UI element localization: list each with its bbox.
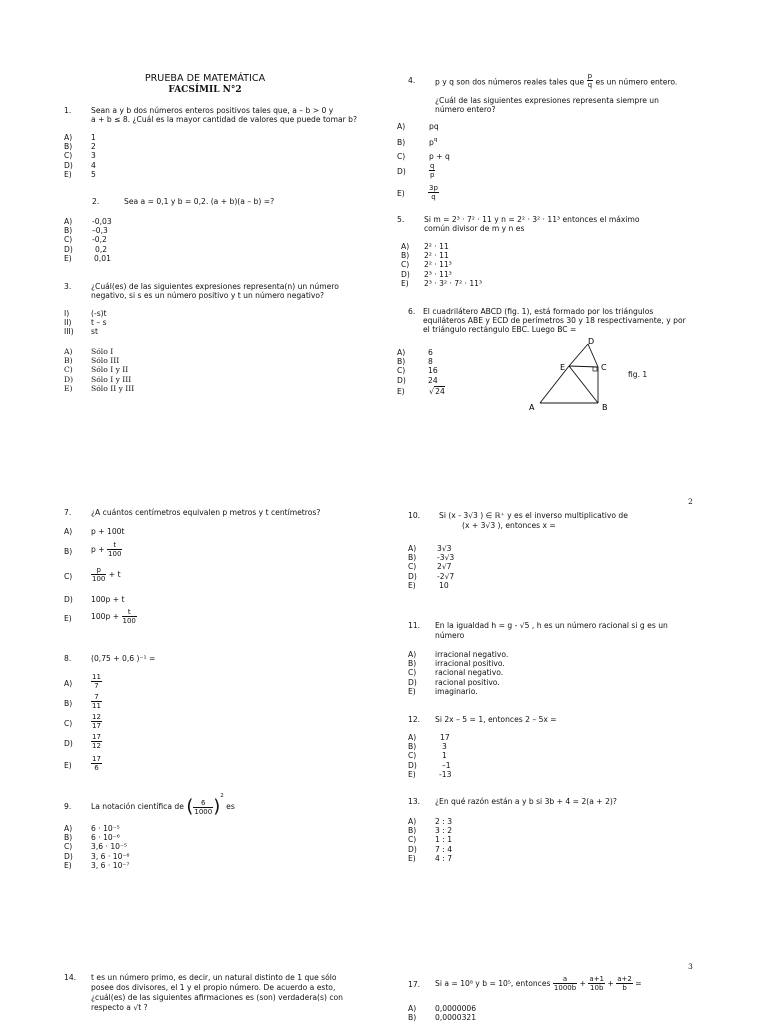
fraction: $\frac{t}{100}$: [122, 608, 136, 625]
vertex-label-e: E: [560, 363, 566, 372]
option-e-letter: E): [397, 189, 405, 198]
page-number: 3: [688, 962, 693, 971]
question-text-post: es un número entero.: [595, 77, 678, 87]
option-b-letter: B): [64, 547, 73, 556]
option-b-letter: B): [64, 699, 73, 708]
question-text: Sea a = 0,1 y b = 0,2. (a + b)(a – b) =?: [124, 197, 275, 206]
question-text-line: t es un número primo, es decir, un natural distinto de 1 que sólo: [91, 973, 337, 982]
question-text-line: Si (x - 3√3 ) ∈ ℝ⁺ y es el inverso multiplicativo de: [439, 511, 628, 520]
question-text-line: número entero?: [435, 105, 496, 114]
option-d-letter: D): [64, 739, 73, 748]
option-d-letter: D): [64, 595, 73, 604]
option-c-value: $\frac{p}{100}$ + t: [92, 566, 121, 583]
question-text-line: respecto a √t ?: [91, 1003, 148, 1012]
question-number: 10.: [408, 511, 421, 520]
question-text-line: negativo, si s es un número positivo y t un número negativo?: [91, 291, 325, 300]
fraction: $\frac{a}{1000b}$: [553, 975, 577, 992]
question-number: 7.: [64, 508, 72, 517]
option-b-letter: B): [397, 138, 406, 147]
question-text-line: equiláteros ABE y ECD de perímetros 30 y 18 respectivamente, y por: [423, 316, 686, 325]
fraction: $\frac{a+1}{10b}$: [589, 975, 605, 992]
option-b-fraction: $\frac{7}{11}$: [92, 693, 101, 710]
option-a-fraction: $\frac{11}{7}$: [92, 673, 101, 690]
vertex-label-d: D: [588, 337, 595, 346]
option-d-value: 100p + t: [91, 595, 125, 604]
question-text-line: (x + 3√3 ), entonces x =: [462, 521, 556, 530]
question-number: 12.: [408, 715, 421, 724]
option-a-letter: A): [64, 679, 73, 688]
question-text-line: El cuadrilátero ABCD (fig. 1), está formado por los triángulos: [423, 307, 654, 316]
question-number: 9.: [64, 802, 72, 811]
question-text-line: ¿Cuál de las siguientes expresiones representa siempre un: [435, 96, 659, 105]
option-c-letter: C): [64, 719, 73, 728]
options-q4: [397, 122, 597, 212]
question-number: 2.: [92, 197, 100, 206]
question-number: 11.: [408, 621, 421, 630]
question-9: [64, 793, 384, 824]
question-text-line: Si m = 2³ · 7² · 11 y n = 2² · 3² · 11³ entonces el máximo: [424, 215, 640, 224]
question-text-line: a + b ≤ 8. ¿Cuál es la mayor cantidad de valores que puede tomar b?: [91, 115, 358, 124]
question-number: 4.: [408, 76, 416, 85]
fraction-p-over-q: $\frac{p}{q}$: [587, 72, 593, 89]
option-a-letter: A): [64, 527, 73, 536]
question-text: Si 2x – 5 = 1, entonces 2 – 5x =: [435, 715, 557, 724]
fraction: $\frac{a+2}{b}$: [617, 975, 632, 992]
question-number: 14.: [64, 973, 77, 982]
question-text: Si a = 10⁸ y b = 10⁵, entonces $\frac{a}{1000b}$ + $\frac{a+1}{10b}$ + $\frac{a+2}{b}$ =: [435, 975, 642, 992]
question-text-line: [435, 72, 678, 89]
option-b-value: p + $\frac{t}{100}$: [91, 541, 122, 558]
question-17: [408, 975, 708, 997]
option-a-letter: A): [397, 122, 406, 131]
question-text-line: En la igualdad h = g - √5 , h es un número racional si g es un: [435, 621, 668, 630]
options-q7: [64, 525, 264, 635]
option-e-fraction: $\frac{3p}{q}$: [429, 184, 438, 201]
option-e-letter: E): [64, 614, 72, 623]
figure-1-diagram: [525, 336, 620, 414]
figure-caption: fig. 1: [628, 370, 648, 379]
question-text-line: ¿Cuál(es) de las siguientes expresiones representa(n) un número: [91, 282, 339, 291]
question-text-line: ¿cuál(es) de las siguientes afirmaciones es (son) verdadera(s) con: [91, 993, 343, 1002]
question-text: ¿En qué razón están a y b si 3b + 4 = 2(a + 2)?: [435, 797, 617, 806]
page-subtitle: FACSÍMIL N°2: [168, 85, 242, 95]
option-c-letter: C): [64, 572, 73, 581]
option-b-value: $p^q$: [429, 137, 438, 147]
option-c-value: p + q: [429, 152, 450, 161]
vertex-label-a: A: [529, 403, 535, 412]
question-text-pre: p y q son dos números reales tales que: [435, 77, 585, 87]
option-c-letter: C): [397, 152, 406, 161]
page-title: PRUEBA DE MATEMÁTICA: [144, 73, 266, 84]
option-e-value: 100p + $\frac{t}{100}$: [91, 608, 136, 625]
option-d-fraction: $\frac{q}{p}$: [430, 162, 435, 179]
options-q8: [64, 670, 184, 780]
fraction: $\frac{t}{100}$: [108, 541, 122, 558]
option-e-fraction: $\frac{17}{6}$: [92, 755, 101, 772]
question-number: 17.: [408, 980, 421, 989]
question-text: La notación científica de ( $\frac{6}{1000}$ )$^2$ es: [91, 793, 235, 817]
question-number: 13.: [408, 797, 421, 806]
page-number: 2: [688, 497, 693, 506]
option-a-value: p + 100t: [91, 527, 125, 536]
question-number: 5.: [397, 215, 405, 224]
vertex-label-c: C: [601, 363, 607, 372]
question-number: 1.: [64, 106, 72, 115]
question-number: 3.: [64, 282, 72, 291]
option-a-value: pq: [429, 122, 439, 131]
option-d-letter: D): [397, 167, 406, 176]
option-e-letter: E): [64, 761, 72, 770]
question-text-line: el triángulo rectángulo EBC. Luego BC =: [423, 325, 577, 334]
question-text: (0,75 + 0,6̄ )⁻¹ =: [91, 654, 156, 663]
question-text-line: número: [435, 631, 465, 640]
question-text-line: posee dos divisores, el 1 y el propio número. De acuerdo a esto,: [91, 983, 336, 992]
option-d-fraction: $\frac{17}{12}$: [92, 733, 101, 750]
vertex-label-b: B: [602, 403, 608, 412]
question-text-line: Sean a y b dos números enteros positivos tales que, a – b > 0 y: [91, 106, 334, 115]
question-number: 6.: [408, 307, 416, 316]
fraction: $\frac{6}{1000}$: [194, 798, 213, 816]
question-number: 8.: [64, 654, 72, 663]
question-text: ¿A cuántos centímetros equivalen p metros y t centímetros?: [91, 508, 321, 517]
option-c-fraction: $\frac{12}{17}$: [92, 713, 101, 730]
fraction: $\frac{p}{100}$: [92, 566, 106, 583]
question-text-line: común divisor de m y n es: [424, 224, 525, 233]
